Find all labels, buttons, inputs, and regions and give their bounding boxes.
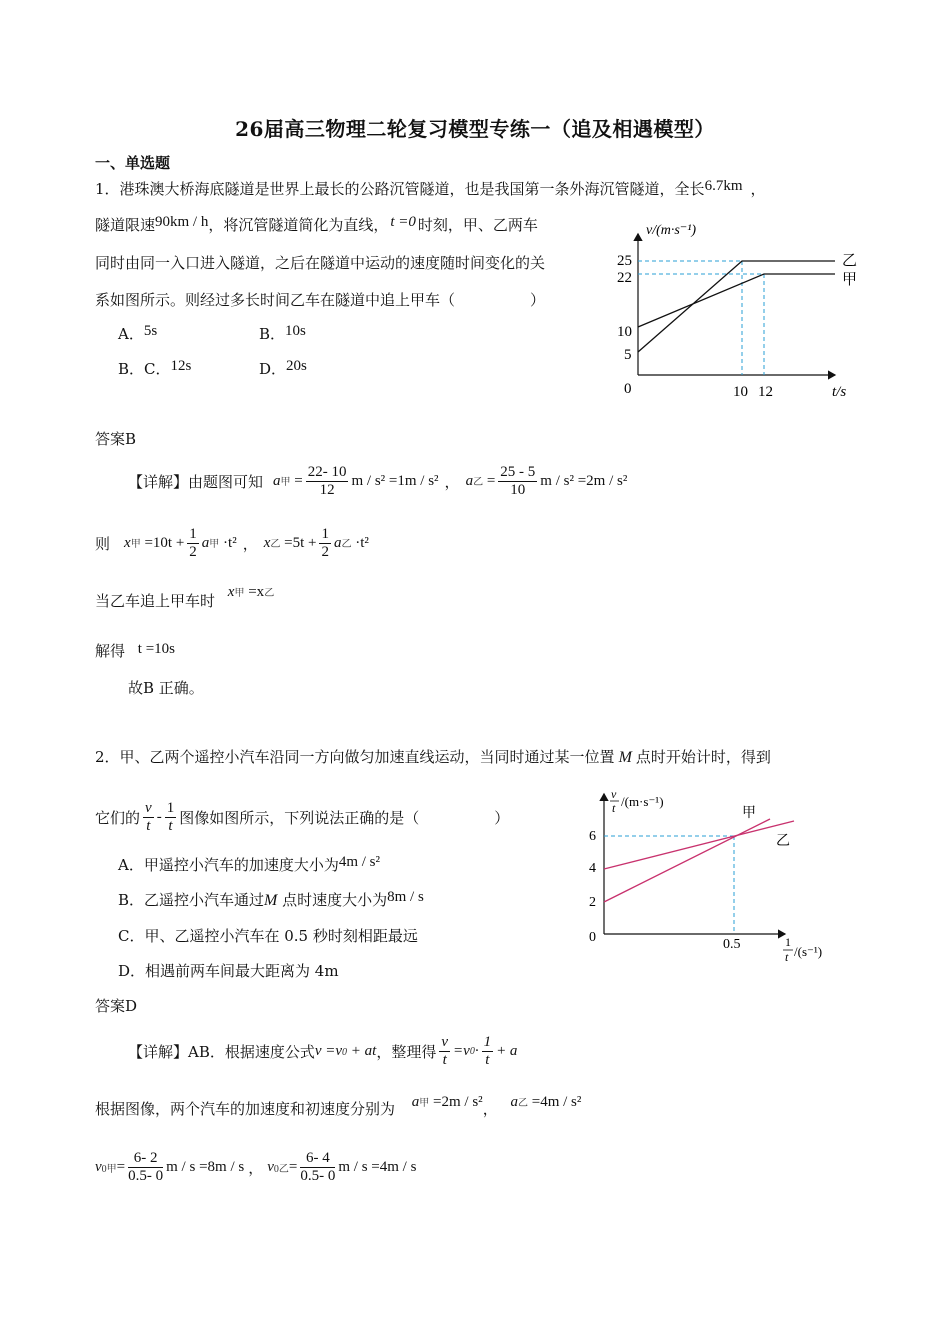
q2-option-b[interactable]: [118, 889, 424, 910]
q2-option-a-value: 4m / s²: [338, 854, 381, 870]
q1-chart-label-yi: 乙: [842, 253, 858, 269]
q1-solve-label: 解得: [95, 642, 126, 660]
q2-detail-line3: [95, 1144, 416, 1190]
section-heading: 一、单选题: [95, 154, 171, 172]
q1-chart-xtick-10: 10: [733, 384, 748, 400]
q2-chart-ylabel-unit: /(m·s⁻¹): [621, 794, 664, 809]
q2-graph-label: 根据图像，两个汽车的加速度和初速度分别为: [95, 1100, 396, 1118]
q1-conclusion: 故B 正确。: [128, 679, 204, 697]
q1-sep: ，: [444, 472, 460, 491]
q2-chart-ytick-6: 6: [589, 829, 596, 844]
q1-line2: [95, 214, 538, 235]
q1-option-b[interactable]: [259, 323, 306, 344]
q2-chart-label-jia: 甲: [742, 806, 756, 821]
q1-chart-ytick-25: 25: [617, 253, 632, 269]
q2-option-b-m: M: [264, 892, 278, 909]
q2-chart-line-jia: [604, 819, 770, 902]
q2-answer: 答案D: [95, 997, 138, 1015]
q2-chart-ylabel-num: v: [611, 787, 617, 801]
q2-dash: -: [156, 808, 162, 825]
q1-option-c-value: 12s: [170, 358, 192, 374]
q1-chart-ytick-22: 22: [617, 270, 632, 286]
q1-detail-line1: [128, 458, 627, 504]
q1-option-c-label: B．C．: [118, 360, 171, 378]
q2-option-b-label: B．乙遥控小汽车通过: [118, 891, 265, 909]
q1-chart-ytick-10: 10: [617, 324, 632, 340]
q2-option-b-value: 8m / s: [387, 889, 424, 905]
q1-chart-xtick-12: 12: [758, 384, 773, 400]
q1-t0: t =0: [390, 214, 416, 230]
q1-line3: 同时由同一入口进入隧道，之后在隧道中运动的速度随时间变化的关: [95, 254, 546, 272]
q2-option-b-text: 点时速度大小为: [277, 891, 388, 909]
q1-answer: 答案B: [95, 430, 137, 448]
q1-option-d-value: 20s: [286, 358, 307, 374]
q1-option-b-value: 10s: [285, 323, 306, 339]
q1-catch-eq: x甲 =x乙: [227, 584, 275, 600]
q2-v0-yi: v 0乙 = $\frac{6- 4}{0.5- 0}$ m / s =4m / s: [267, 1149, 417, 1184]
q2-option-c[interactable]: C．甲、乙遥控小汽车在 0.5 秒时刻相距最远: [118, 927, 418, 945]
q2-detail-line1: [128, 1030, 517, 1072]
q2-chart-ytick-2: 2: [589, 895, 596, 910]
q1-text-2a: 隧道限速: [95, 216, 156, 234]
q2-chart-xlabel-unit: /(s⁻¹): [794, 944, 823, 959]
q2-chart-xlabel-num: 1: [785, 935, 791, 949]
q1-chart-xlabel: t/s: [832, 384, 847, 400]
q1-speed-limit: 90km / h: [155, 214, 209, 230]
q2-text-2b: 图像如图所示，下列说法正确的是（ ）: [179, 808, 510, 827]
q2-vt-inv-chart: [580, 786, 830, 971]
q2-arranged-formula: $\frac{v}{t}$ =v 0 · $\frac{1}{t}$ + a: [441, 1033, 518, 1068]
q1-solve-eq: t =10s: [137, 641, 176, 657]
q2-a-yi: a乙 =4m / s²: [510, 1094, 582, 1110]
q2-detail-label: 【详解】AB．根据速度公式: [128, 1042, 315, 1061]
q1-line4: 系如图所示。则经过多长时间乙车在隧道中追上甲车（ ）: [95, 291, 546, 309]
q1-text-1: 1．港珠澳大桥海底隧道是世界上最长的公路沉管隧道，也是我国第一条外海沉管隧道，全长: [95, 180, 705, 198]
q1-x-yi-eq: x乙 =5t + $\frac{1}{2}$ a乙 ·t²: [263, 525, 369, 560]
q1-chart-ytick-5: 5: [624, 347, 632, 363]
q2-chart-ytick-4: 4: [589, 861, 596, 876]
q1-chart-ylabel: v/(m·s⁻¹): [646, 223, 697, 238]
q1-detail-label: 【详解】由题图可知: [128, 472, 264, 491]
q1-catch-label: 当乙车追上甲车时: [95, 592, 216, 610]
q2-option-a[interactable]: [118, 854, 380, 875]
q2-sep: ，: [482, 1100, 498, 1118]
q2-chart-xlabel-den: t: [785, 950, 789, 964]
q2-option-a-label: A．甲遥控小汽车的加速度大小为: [118, 856, 339, 874]
q2-line2: [95, 796, 509, 838]
q1-sep-2: ，: [242, 534, 258, 553]
q2-chart-line-yi: [604, 821, 794, 869]
q1-x-jia-eq: x甲 =10t + $\frac{1}{2}$ a甲 ·t²: [124, 525, 237, 560]
q2-line1: [95, 746, 771, 767]
q1-comma: ，: [750, 180, 766, 198]
q2-v0-jia: v 0甲 = $\frac{6- 2}{0.5- 0}$ m / s =8m / s: [95, 1149, 245, 1184]
q1-chart-line-jia: [638, 274, 835, 327]
q2-text-2a: 它们的: [95, 808, 141, 827]
q2-inv-frac: $\frac{1}{t}$: [166, 799, 175, 834]
q1-chart-label-jia: 甲: [842, 272, 858, 288]
q1-detail-line3: [95, 584, 275, 611]
q2-text-1b: 点时开始计时，得到: [635, 748, 771, 766]
page-title: 26届高三物理二轮复习模型专练一（追及相遇模型）: [235, 117, 715, 141]
q1-option-c[interactable]: [118, 358, 191, 379]
q1-text-2b: ，将沉管隧道简化为直线，: [208, 216, 389, 234]
q1-option-b-label: B．: [259, 325, 286, 343]
q2-chart-ylabel-den: t: [612, 801, 616, 815]
q2-chart-label-yi: 乙: [776, 834, 790, 849]
q2-detail-line2: [95, 1094, 582, 1119]
q2-velocity-formula: v =v0 + at: [314, 1042, 377, 1059]
q2-point-m: M: [618, 749, 632, 766]
q1-option-d-label: D．: [259, 360, 287, 378]
q1-then: 则: [95, 534, 111, 553]
q1-detail-line4: [95, 640, 175, 661]
q1-line1: [95, 178, 766, 199]
q1-a-yi-eq: a乙 = $\frac{25 - 5}{10}$ m / s² =2m / s²: [465, 463, 628, 498]
q1-option-a-label: A．: [118, 325, 144, 343]
q1-vt-chart: [610, 212, 870, 404]
q1-text-2c: 时刻，甲、乙两车: [417, 216, 538, 234]
q2-a-jia: a甲 =2m / s²: [411, 1094, 483, 1110]
q2-option-d[interactable]: D．相遇前两车间最大距离为 4m: [118, 962, 339, 980]
q1-detail-line2: [95, 520, 369, 566]
q2-text-1: 2．甲、乙两个遥控小汽车沿同一方向做匀加速直线运动，当同时通过某一位置: [95, 748, 615, 766]
q2-chart-origin: 0: [589, 930, 596, 945]
q1-option-a-value: 5s: [143, 323, 158, 339]
q2-chart-xtick-0-5: 0.5: [723, 937, 741, 952]
q2-sep-2: ，: [248, 1158, 264, 1177]
q2-arrange: ，整理得: [376, 1042, 437, 1061]
q2-vt-frac: $\frac{v}{t}$: [145, 799, 152, 834]
q1-a-jia-eq: a甲 = $\frac{22- 10}{12}$ m / s² =1m / s²: [273, 463, 439, 498]
q1-chart-origin: 0: [624, 381, 632, 397]
q1-option-a[interactable]: [118, 323, 157, 344]
q1-option-d[interactable]: [259, 358, 307, 379]
q1-tunnel-length: 6.7km: [704, 178, 743, 194]
